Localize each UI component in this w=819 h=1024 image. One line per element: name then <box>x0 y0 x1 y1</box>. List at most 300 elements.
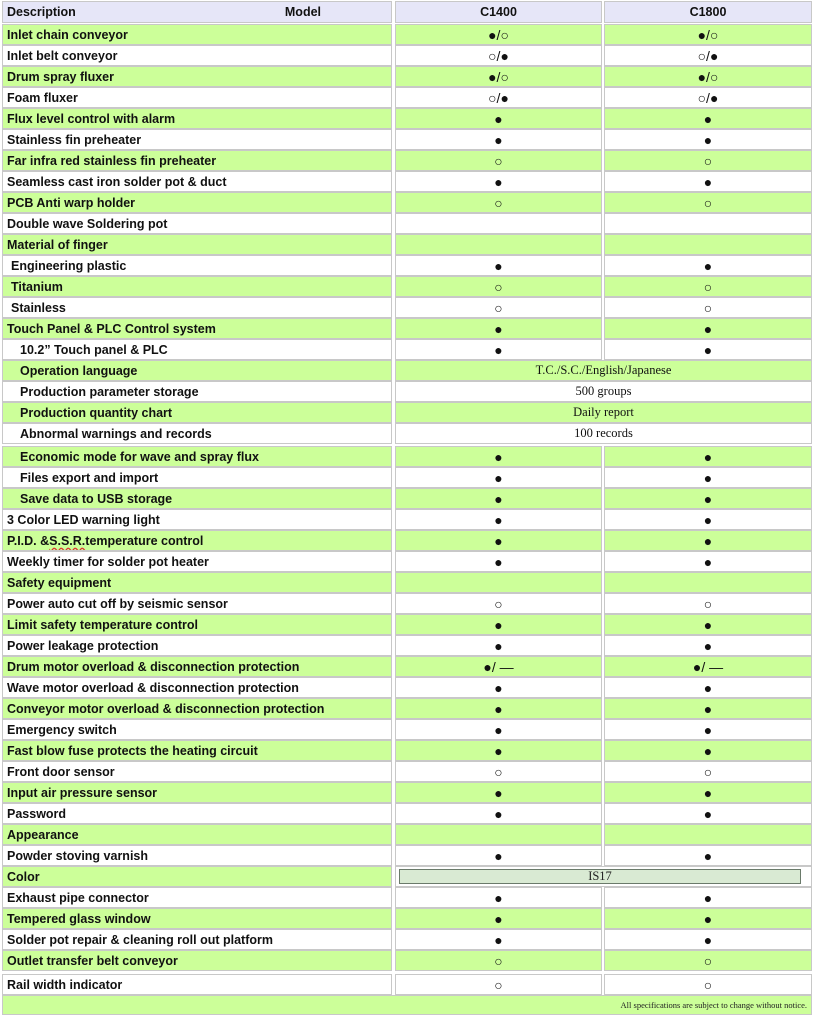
c1800-mark: ● <box>703 448 713 465</box>
row-files-export-and-import <box>0 467 819 490</box>
c1800-cell <box>604 761 812 782</box>
c1400-cell <box>395 255 602 276</box>
c1400-cell <box>395 887 602 908</box>
c1400-mark: ●/ — <box>483 658 514 675</box>
c1800-mark: ● <box>703 637 713 654</box>
feature-cell <box>2 24 392 45</box>
c1800-cell <box>604 974 812 995</box>
c1800-cell <box>604 782 812 803</box>
c1800-mark: ● <box>703 889 713 906</box>
c1400-cell <box>395 297 602 318</box>
row-solder-pot-repair-cleaning-roll-out-platform <box>0 929 819 952</box>
feature-cell <box>2 866 392 887</box>
feature-label: Production quantity chart <box>20 405 173 420</box>
c1400-cell <box>395 824 602 845</box>
row-double-wave-soldering-pot <box>0 213 819 236</box>
row-touch-panel-plc-control-system <box>0 318 819 341</box>
c1400-mark <box>396 825 601 844</box>
c1400-mark: ●/○ <box>488 68 509 85</box>
row-abnormal-warnings-and-records <box>0 423 819 446</box>
row-p-i-d-s-s-r-temperature-control <box>0 530 819 553</box>
c1800-cell <box>604 551 812 572</box>
c1400-cell <box>395 593 602 614</box>
feature-label: Stainless <box>11 300 66 315</box>
c1800-mark: ● <box>703 553 713 570</box>
row-engineering-plastic <box>0 255 819 278</box>
footer-row <box>0 995 819 1017</box>
spec-value: T.C./S.C./English/Japanese <box>535 363 672 377</box>
row-emergency-switch <box>0 719 819 742</box>
feature-label: Save data to USB storage <box>20 491 173 506</box>
c1800-mark: ○ <box>703 194 713 211</box>
c1400-cell <box>395 782 602 803</box>
c1800-mark: ●/ — <box>692 658 724 675</box>
c1400-cell <box>395 698 602 719</box>
c1400-cell <box>395 87 602 108</box>
feature-label: Emergency switch <box>7 722 117 737</box>
row-operation-language <box>0 360 819 383</box>
c1800-mark: ● <box>703 110 713 127</box>
c1800-mark: ● <box>703 257 713 274</box>
feature-label: Tempered glass window <box>7 911 151 926</box>
c1800-cell <box>604 297 812 318</box>
header-row <box>0 1 819 25</box>
feature-label: Economic mode for wave and spray flux <box>20 449 259 464</box>
c1800-cell <box>604 467 812 488</box>
feature-label: Rail width indicator <box>7 977 123 992</box>
color-value-box: IS17 <box>399 869 801 884</box>
c1800-mark: ●/○ <box>697 26 719 43</box>
c1800-cell <box>604 698 812 719</box>
feature-label: 10.2” Touch panel & PLC <box>20 342 168 357</box>
row-production-parameter-storage <box>0 381 819 404</box>
row-flux-level-control-with-alarm <box>0 108 819 131</box>
c1400-mark: ● <box>494 637 503 654</box>
c1400-cell <box>395 467 602 488</box>
row-production-quantity-chart <box>0 402 819 425</box>
feature-cell <box>2 656 392 677</box>
c1800-mark: ● <box>703 931 713 948</box>
feature-label: Exhaust pipe connector <box>7 890 149 905</box>
c1400-cell <box>395 213 602 234</box>
feature-label: Inlet belt conveyor <box>7 48 118 63</box>
c1800-mark: ● <box>703 320 713 337</box>
feature-label: Flux level control with alarm <box>7 111 176 126</box>
c1400-mark: ● <box>494 721 503 738</box>
row-rail-width-indicator <box>0 974 819 997</box>
header-c1400: C1400 <box>480 5 517 19</box>
c1800-cell <box>604 276 812 297</box>
c1800-mark: ○ <box>703 152 713 169</box>
c1400-mark: ○ <box>494 152 503 169</box>
feature-cell <box>2 887 392 908</box>
feature-cell <box>2 446 392 467</box>
c1400-mark: ● <box>494 616 503 633</box>
c1400-mark: ○ <box>494 952 503 969</box>
row-far-infra-red-stainless-fin-preheater <box>0 150 819 173</box>
c1800-mark: ● <box>703 532 713 549</box>
c1400-cell <box>395 719 602 740</box>
c1400-mark: ● <box>494 910 503 927</box>
feature-cell <box>2 318 392 339</box>
c1400-cell <box>395 677 602 698</box>
feature-label: Seamless cast iron solder pot & duct <box>7 174 227 189</box>
feature-cell <box>2 213 392 234</box>
feature-label: Outlet transfer belt conveyor <box>7 953 178 968</box>
feature-label: Double wave Soldering pot <box>7 216 168 231</box>
c1800-cell <box>604 255 812 276</box>
feature-cell <box>2 276 392 297</box>
feature-label: Drum spray fluxer <box>7 69 114 84</box>
feature-label: Weekly timer for solder pot heater <box>7 554 209 569</box>
spellcheck-underline: S.S.R. <box>49 533 86 548</box>
c1400-cell <box>395 488 602 509</box>
c1400-cell <box>395 929 602 950</box>
c1400-mark <box>396 235 601 254</box>
c1800-cell <box>604 108 812 129</box>
c1800-cell <box>604 908 812 929</box>
c1400-cell <box>395 339 602 360</box>
feature-label: Color <box>7 869 40 884</box>
row-appearance <box>0 824 819 847</box>
row-foam-fluxer <box>0 87 819 110</box>
feature-cell <box>2 150 392 171</box>
c1400-mark: ● <box>494 257 503 274</box>
feature-label: Fast blow fuse protects the heating circuit <box>7 743 258 758</box>
feature-cell <box>2 45 392 66</box>
feature-cell <box>2 551 392 572</box>
c1400-mark <box>396 573 601 592</box>
c1400-mark: ● <box>494 320 503 337</box>
spec-value-cell <box>395 423 812 444</box>
c1800-cell <box>604 24 812 45</box>
spec-value: 100 records <box>574 426 633 440</box>
feature-label: Files export and import <box>20 470 159 485</box>
c1400-cell <box>395 108 602 129</box>
c1400-cell <box>395 24 602 45</box>
feature-cell <box>2 108 392 129</box>
feature-cell <box>2 467 392 488</box>
row-powder-stoving-varnish <box>0 845 819 868</box>
c1400-mark: ● <box>494 742 503 759</box>
row-drum-spray-fluxer <box>0 66 819 89</box>
row-power-leakage-protection <box>0 635 819 658</box>
feature-cell <box>2 171 392 192</box>
c1400-cell <box>395 446 602 467</box>
c1400-cell <box>395 845 602 866</box>
c1800-cell <box>604 488 812 509</box>
c1800-mark: ○ <box>703 595 713 612</box>
row-front-door-sensor <box>0 761 819 784</box>
c1400-cell <box>395 45 602 66</box>
c1800-cell <box>604 66 812 87</box>
c1400-mark: ○ <box>494 194 503 211</box>
c1400-cell <box>395 974 602 995</box>
c1800-cell <box>604 845 812 866</box>
feature-label: Foam fluxer <box>7 90 78 105</box>
c1400-cell <box>395 234 602 255</box>
feature-label: Drum motor overload & disconnection protection <box>7 659 300 674</box>
feature-label: Stainless fin preheater <box>7 132 142 147</box>
feature-cell <box>2 950 392 971</box>
c1800-mark: ● <box>703 679 713 696</box>
row-limit-safety-temperature-control <box>0 614 819 637</box>
c1800-mark: ● <box>703 784 713 801</box>
c1800-cell <box>604 150 812 171</box>
feature-label: Engineering plastic <box>11 258 127 273</box>
footer-cell <box>2 995 812 1015</box>
header-description-cell <box>2 1 392 23</box>
spec-value-cell <box>395 381 812 402</box>
feature-label: Conveyor motor overload & disconnection protection <box>7 701 325 716</box>
header-model-c1800-cell <box>604 1 812 23</box>
spec-value-cell <box>395 402 812 423</box>
row-password <box>0 803 819 826</box>
feature-label: Inlet chain conveyor <box>7 27 128 42</box>
feature-cell <box>2 530 392 551</box>
c1800-mark: ● <box>703 173 713 190</box>
c1400-cell <box>395 318 602 339</box>
c1800-cell <box>604 129 812 150</box>
c1400-mark: ○ <box>494 278 503 295</box>
feature-cell <box>2 635 392 656</box>
c1800-mark: ● <box>703 616 713 633</box>
c1800-mark: ○/● <box>697 47 719 64</box>
feature-cell <box>2 614 392 635</box>
c1400-cell <box>395 192 602 213</box>
c1800-mark: ● <box>703 131 713 148</box>
c1800-cell <box>604 593 812 614</box>
header-model-c1400-cell <box>395 1 602 23</box>
c1400-mark: ● <box>494 469 503 486</box>
c1800-cell <box>604 656 812 677</box>
row-fast-blow-fuse-protects-the-heating-circuit <box>0 740 819 763</box>
row-wave-motor-overload-disconnection-protection <box>0 677 819 700</box>
feature-label: Input air pressure sensor <box>7 785 158 800</box>
c1800-cell <box>604 234 812 255</box>
c1400-cell <box>395 656 602 677</box>
feature-cell <box>2 740 392 761</box>
feature-cell <box>2 719 392 740</box>
row-outlet-transfer-belt-conveyor <box>0 950 819 973</box>
feature-cell <box>2 66 392 87</box>
feature-cell <box>2 974 392 995</box>
feature-cell <box>2 803 392 824</box>
c1400-mark: ● <box>494 700 503 717</box>
feature-cell <box>2 782 392 803</box>
c1800-cell <box>604 339 812 360</box>
c1800-cell <box>604 171 812 192</box>
row-tempered-glass-window <box>0 908 819 931</box>
c1800-cell <box>604 530 812 551</box>
c1400-cell <box>395 950 602 971</box>
c1400-mark: ●/○ <box>488 26 509 43</box>
c1400-cell <box>395 740 602 761</box>
spec-value: Daily report <box>573 405 634 419</box>
feature-cell <box>2 509 392 530</box>
feature-label: Production parameter storage <box>20 384 199 399</box>
c1400-cell <box>395 530 602 551</box>
row-material-of-finger <box>0 234 819 257</box>
c1800-mark: ● <box>703 847 713 864</box>
c1400-cell <box>395 572 602 593</box>
row-inlet-chain-conveyor <box>0 24 819 47</box>
feature-label: Operation language <box>20 363 138 378</box>
c1800-cell <box>604 887 812 908</box>
c1800-cell <box>604 635 812 656</box>
c1800-mark: ○ <box>703 976 713 993</box>
c1800-mark: ○ <box>703 952 713 969</box>
row-stainless <box>0 297 819 320</box>
feature-cell <box>2 381 392 402</box>
c1800-cell <box>604 509 812 530</box>
feature-label: Safety equipment <box>7 575 112 590</box>
c1400-mark: ○/● <box>488 47 509 64</box>
c1800-cell <box>604 87 812 108</box>
c1800-mark: ●/○ <box>697 68 719 85</box>
c1400-cell <box>395 171 602 192</box>
row-pcb-anti-warp-holder <box>0 192 819 215</box>
row-color <box>0 866 819 889</box>
c1400-cell <box>395 129 602 150</box>
c1400-mark: ● <box>494 490 503 507</box>
c1800-mark: ● <box>703 511 713 528</box>
c1800-cell <box>604 572 812 593</box>
header-model: Model <box>284 5 321 19</box>
row-safety-equipment <box>0 572 819 595</box>
row-3-color-led-warning-light <box>0 509 819 532</box>
c1800-cell <box>604 803 812 824</box>
c1800-mark: ○ <box>703 763 713 780</box>
c1400-mark: ● <box>494 341 503 358</box>
c1400-cell <box>395 509 602 530</box>
row-drum-motor-overload-disconnection-protection <box>0 656 819 679</box>
c1800-cell <box>604 45 812 66</box>
c1800-cell <box>604 213 812 234</box>
c1400-cell <box>395 908 602 929</box>
c1400-mark: ● <box>494 511 503 528</box>
row-conveyor-motor-overload-disconnection-protection <box>0 698 819 721</box>
spec-value: 500 groups <box>575 384 632 398</box>
feature-cell <box>2 339 392 360</box>
row-power-auto-cut-off-by-seismic-sensor <box>0 593 819 616</box>
c1800-mark <box>605 825 811 844</box>
feature-label: Titanium <box>11 279 63 294</box>
c1400-mark: ○ <box>494 595 503 612</box>
c1400-mark: ● <box>494 931 503 948</box>
c1400-mark: ● <box>494 805 503 822</box>
c1400-mark: ● <box>494 448 503 465</box>
feature-cell <box>2 761 392 782</box>
c1800-mark: ● <box>703 469 713 486</box>
c1400-mark: ● <box>494 131 503 148</box>
feature-label: Touch Panel & PLC Control system <box>7 321 216 336</box>
feature-cell <box>2 192 392 213</box>
row-weekly-timer-for-solder-pot-heater <box>0 551 819 574</box>
c1400-cell <box>395 635 602 656</box>
feature-label: Password <box>7 806 67 821</box>
spec-value-cell <box>395 360 812 381</box>
feature-cell <box>2 593 392 614</box>
c1400-mark: ● <box>494 553 503 570</box>
feature-label: P.I.D. & S.S.R. temperature control <box>7 533 204 548</box>
feature-label: Appearance <box>7 827 79 842</box>
row-save-data-to-usb-storage <box>0 488 819 511</box>
feature-label: 3 Color LED warning light <box>7 512 160 527</box>
c1400-mark: ● <box>494 679 503 696</box>
c1400-mark: ● <box>494 889 503 906</box>
c1800-mark: ● <box>703 490 713 507</box>
c1800-mark: ● <box>703 805 713 822</box>
feature-cell <box>2 572 392 593</box>
row-input-air-pressure-sensor <box>0 782 819 805</box>
c1800-mark <box>605 573 811 592</box>
feature-label: Far infra red stainless fin preheater <box>7 153 217 168</box>
c1800-mark: ● <box>703 700 713 717</box>
row-10-2-touch-panel-plc <box>0 339 819 362</box>
c1800-mark: ● <box>703 721 713 738</box>
c1800-cell <box>604 950 812 971</box>
c1400-mark: ○ <box>494 763 503 780</box>
feature-cell <box>2 908 392 929</box>
c1400-cell <box>395 551 602 572</box>
feature-cell <box>2 845 392 866</box>
feature-label: PCB Anti warp holder <box>7 195 136 210</box>
feature-cell <box>2 423 392 444</box>
c1800-cell <box>604 824 812 845</box>
c1800-mark: ○ <box>703 278 713 295</box>
c1800-cell <box>604 614 812 635</box>
feature-label: Solder pot repair & cleaning roll out platform <box>7 932 273 947</box>
c1400-mark: ○ <box>494 299 503 316</box>
feature-label: Power auto cut off by seismic sensor <box>7 596 228 611</box>
feature-label: Abnormal warnings and records <box>20 426 212 441</box>
header-c1800: C1800 <box>689 5 727 19</box>
color-value-cell <box>395 866 812 887</box>
c1400-mark: ● <box>494 173 503 190</box>
c1800-mark: ○ <box>703 299 713 316</box>
c1400-mark: ○ <box>494 976 503 993</box>
feature-cell <box>2 698 392 719</box>
row-titanium <box>0 276 819 299</box>
feature-label: Material of finger <box>7 237 108 252</box>
c1800-cell <box>604 677 812 698</box>
c1800-mark <box>605 214 811 233</box>
feature-cell <box>2 402 392 423</box>
row-stainless-fin-preheater <box>0 129 819 152</box>
feature-cell <box>2 255 392 276</box>
footer-note: All specifications are subject to change without notice. <box>620 1000 807 1010</box>
c1400-cell <box>395 66 602 87</box>
c1800-cell <box>604 318 812 339</box>
c1400-mark: ● <box>494 847 503 864</box>
feature-cell <box>2 87 392 108</box>
feature-cell <box>2 129 392 150</box>
feature-label: Limit safety temperature control <box>7 617 199 632</box>
feature-cell <box>2 360 392 381</box>
c1400-mark: ○/● <box>488 89 509 106</box>
feature-cell <box>2 824 392 845</box>
c1400-mark: ● <box>494 532 503 549</box>
c1800-mark: ● <box>703 742 713 759</box>
c1800-cell <box>604 192 812 213</box>
c1400-cell <box>395 803 602 824</box>
feature-label: Power leakage protection <box>7 638 159 653</box>
c1400-cell <box>395 614 602 635</box>
c1800-cell <box>604 446 812 467</box>
c1800-cell <box>604 929 812 950</box>
c1400-mark <box>396 214 601 233</box>
